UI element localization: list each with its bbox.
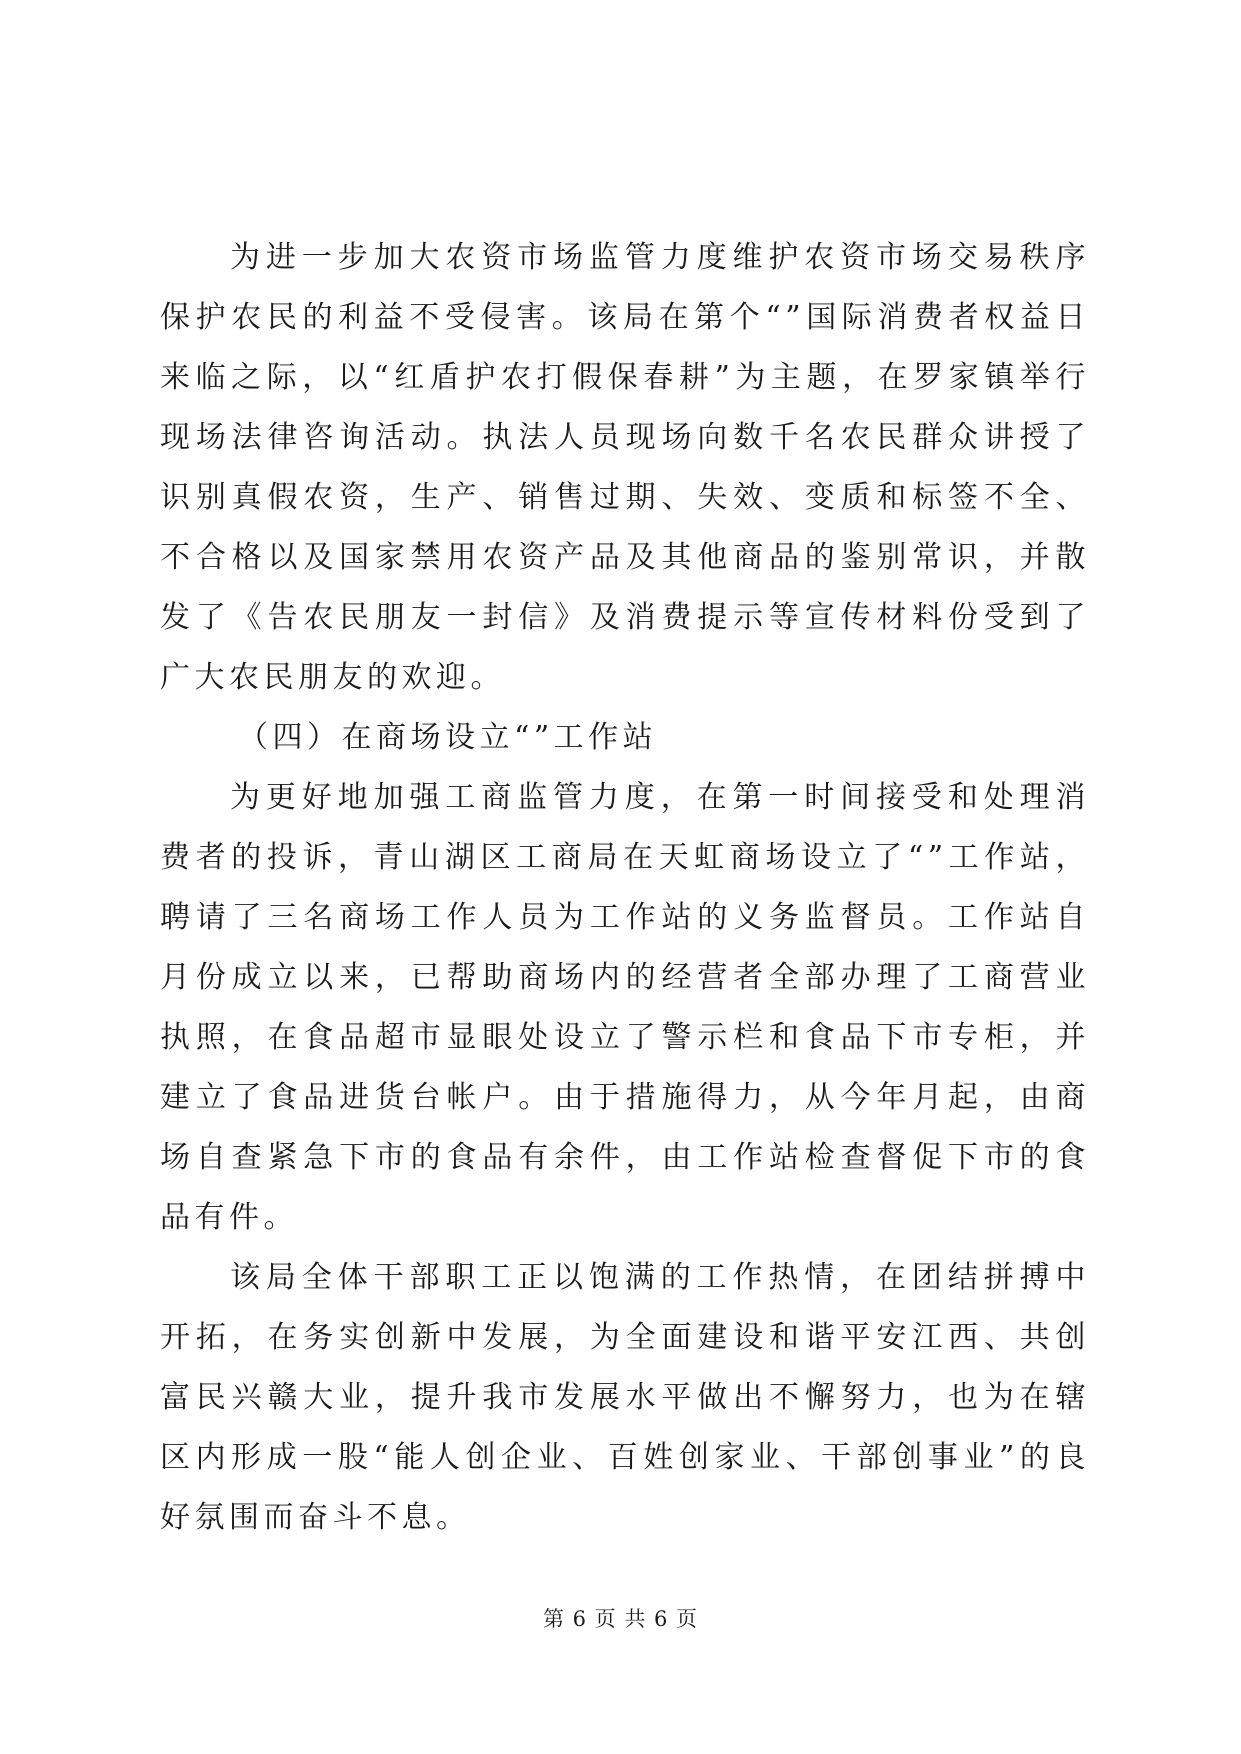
page-number-footer: 第 6 页 共 6 页 <box>542 1607 699 1631</box>
paragraph-conclusion: 该局全体干部职工正以饱满的工作热情，在团结拼搏中开拓，在务实创新中发展，为全面建设和谐平安江西、共创富民兴赣大业，提升我市发展水平做出不懈努力，也为在辖区内形成一股“能人创企业、百姓创家业、干部创事业”的良好氛围而奋斗不息。 <box>160 1260 1090 1535</box>
paragraph-workstation: 为更好地加强工商监管力度，在第一时间接受和处理消费者的投诉，青山湖区工商局在天虹商场设立了“”工作站，聘请了三名商场工作人员为工作站的义务监督员。工作站自月份成立以来，已帮助商场内的经营者全部办理了工商营业执照，在食品超市显眼处设立了警示栏和食品下市专柜，并建立了食品进货台帐户。由于措施得力，从今年月起，由商场自查紧急下市的食品有余件，由工作站检查督促下市的食品有件。 <box>160 780 1090 1235</box>
section-heading-workstation: （四）在商场设立“”工作站 <box>238 720 658 755</box>
paragraph-consumer-rights-day: 为进一步加大农资市场监管力度维护农资市场交易秩序保护农民的利益不受侵害。该局在第个“”国际消费者权益日来临之际，以“红盾护农打假保春耕”为主题，在罗家镇举行现场法律咨询活动。执法人员现场向数千名农民群众讲授了识别真假农资，生产、销售过期、失效、变质和标签不全、不合格以及国家禁用农资产品及其他商品的鉴别常识，并散发了《告农民朋友一封信》及消费提示等宣传材料份受到了广大农民朋友的欢迎。 <box>160 240 1090 695</box>
document-body <box>160 228 1090 1548</box>
